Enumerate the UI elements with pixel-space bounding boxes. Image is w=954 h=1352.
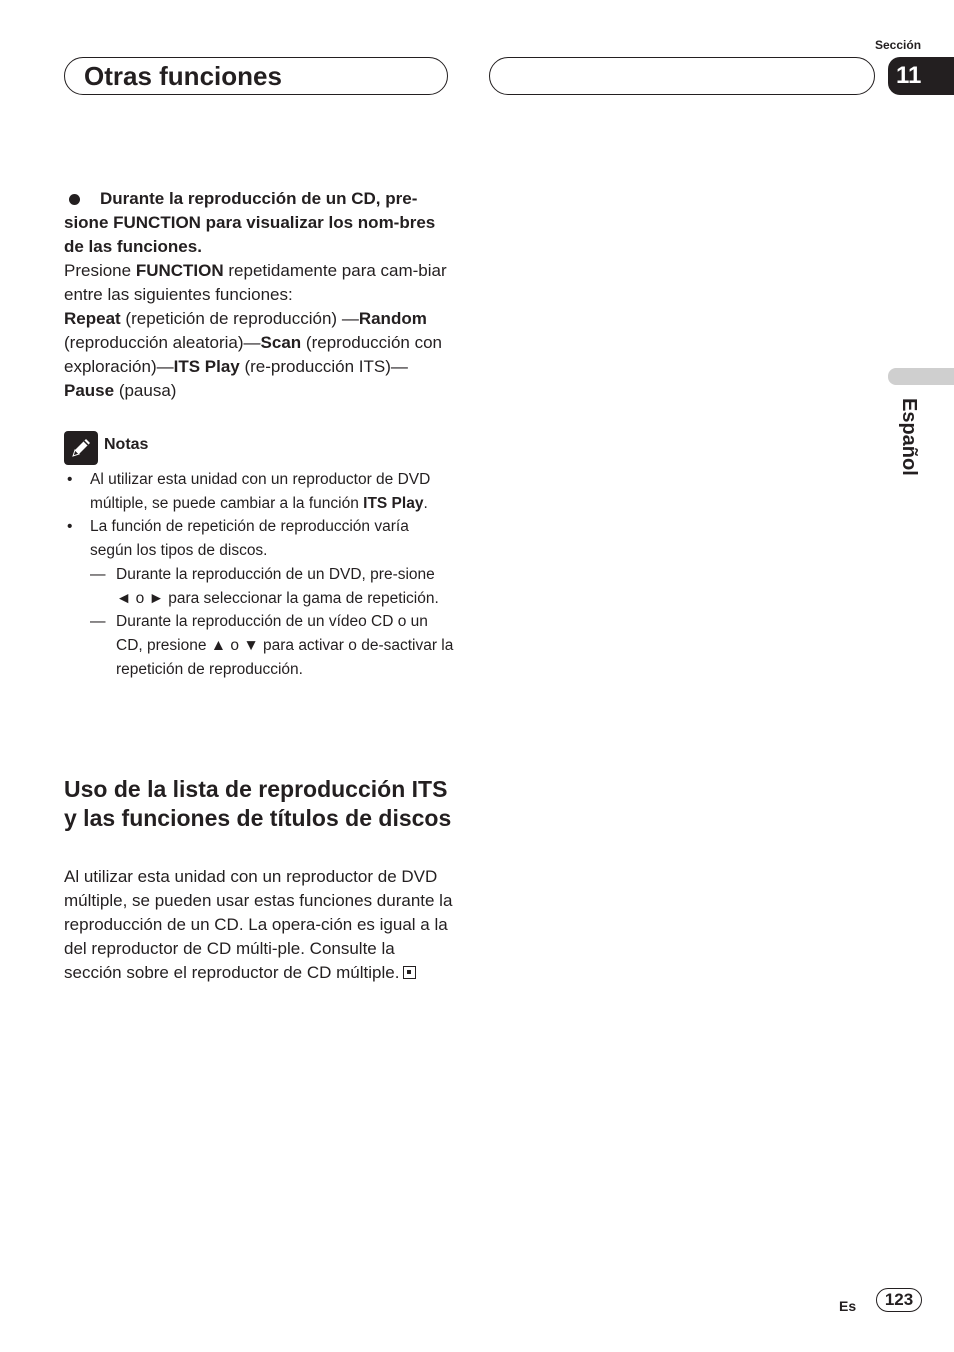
instruction-text: Presione FUNCTION repetidamente para cam-biar entre las siguientes funciones: xyxy=(64,261,447,304)
function-name: Repeat xyxy=(64,309,121,328)
function-name: ITS Play xyxy=(173,357,240,376)
header-frame-right xyxy=(489,57,875,95)
language-tab-label: Español xyxy=(898,398,920,476)
instruction-block xyxy=(64,187,452,403)
note-item: • Al utilizar esta unidad con un reproductor de DVD múltiple, se puede cambiar a la función ITS Play. xyxy=(64,468,454,515)
note-subitem: — Durante la reproducción de un DVD, pre-sione ◄ o ► para seleccionar la gama de repetición. xyxy=(64,563,454,610)
pencil-icon xyxy=(64,431,98,465)
dash-icon: — xyxy=(90,565,106,583)
note-item: • La función de repetición de reproducción varía según los tipos de discos. xyxy=(64,515,454,562)
bullet-dot-icon xyxy=(69,194,80,205)
page-number: 123 xyxy=(876,1288,922,1312)
page-title: Otras funciones xyxy=(84,61,282,91)
language-code: Es xyxy=(839,1298,857,1314)
function-list: Repeat (repetición de reproducción) —Random (reproducción aleatoria)—Scan (reproducción con exploración)—ITS Play (re-producción ITS)—Pause (pausa) xyxy=(64,309,442,400)
dash-icon: — xyxy=(90,613,106,631)
language-tab-bar xyxy=(888,368,954,385)
section-body: Al utilizar esta unidad con un reproductor de DVD múltiple, se pueden usar estas funciones durante la reproducción de un CD. La opera-ción es igual a la del reproductor de CD múlti-ple. Consulte la sección sobre el reproductor de CD múltiple. xyxy=(64,867,453,982)
note-subitem: — Durante la reproducción de un vídeo CD o un CD, presione ▲ o ▼ para activar o de-sactivar la repetición de reproducción. xyxy=(64,610,454,681)
function-name: Scan xyxy=(260,333,302,352)
instruction-heading: Durante la reproducción de un CD, pre-sione FUNCTION para visualizar los nom-bres de las funciones. xyxy=(64,189,436,256)
function-name: Pause xyxy=(64,381,115,400)
section-heading: Uso de la lista de reproducción ITS y las funciones de títulos de discos xyxy=(64,776,452,831)
bullet-icon: • xyxy=(67,518,73,536)
notes-list xyxy=(64,468,454,681)
section-number: 11 xyxy=(896,62,922,89)
function-name: Random xyxy=(358,309,427,328)
section-label: Sección xyxy=(875,38,922,52)
end-mark-icon xyxy=(403,966,416,979)
notes-label: Notas xyxy=(104,436,149,453)
bullet-icon: • xyxy=(67,471,73,488)
